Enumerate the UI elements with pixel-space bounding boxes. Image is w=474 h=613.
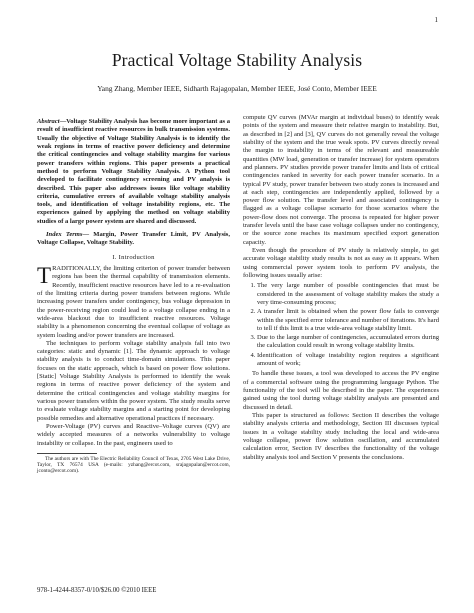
page-number: 1 xyxy=(434,16,438,24)
intro-paragraph-1-text: RADITIONALLY, the limiting criterion of power transfer between regions has been the thermal capability of transmission elements. Recently, insufficient reactive resources have led to a re-evaluation of the limiting criteria during power transfers between regions. While increasing power transfers under contingency, bus voltage depression in the power-receiving region could lead to a voltage collapse ending in a wide-area blackout due to insufficient reactive resources. Voltage stability is a phenomenon concerning the eventual collapse of voltage as system loading and/or power transfers are increased. xyxy=(37,265,230,339)
drop-cap: T xyxy=(37,263,52,288)
intro-paragraph-1 xyxy=(37,265,230,340)
section-heading-introduction: I. Introduction xyxy=(112,253,155,261)
issues-list xyxy=(243,282,439,368)
intro-paragraph-2: The techniques to perform voltage stability analysis fall into two categories: static and dynamic [1]. The dynamic approach to voltage stability analysis is to conduct time-domain simulations. This paper focuses on the static approach, which is based on power flow solutions. [Static] Voltage Stability Analysis is performed to identify the weak regions in terms of reactive power deficiency of the system and determine the critical contingencies and voltage stability margins for various power transfers within the power system. The study results serve to evaluate voltage stability margins and a starting point for developing possible remedies and alternative operational practices if necessary. xyxy=(37,339,230,422)
intro-paragraph-3: Power-Voltage (PV) curves and Reactive–Voltage curves (QV) are widely accepted measures of a networks vulnerability to voltage instability or collapse. In the past, engineers used to xyxy=(37,422,230,447)
issue-item: 2. A transfer limit is obtained when the power flow fails to converge within the specified error tolerance and number of iterations. It's hard to tell if this limit is a true wide-area voltage stability limit. xyxy=(257,308,439,333)
abstract-label: Abstract xyxy=(37,118,60,125)
index-terms-label: Index Terms xyxy=(46,231,83,239)
right-paragraph-3: To handle these issues, a tool was developed to access the PV engine of a commercial software using the programming language Python. The functionality of the tool will be described in the paper. The experiences gained using the tool during voltage stability analysis are presented and discussed in detail. xyxy=(243,370,439,411)
right-column xyxy=(243,114,439,462)
index-terms xyxy=(37,231,230,248)
issue-item: 3. Due to the large number of contingencies, accumulated errors during the calculation could result in wrong voltage stability limits. xyxy=(257,334,439,351)
index-terms-text: — Margin, Power Transfer Limit, PV Analysis, Voltage Collapse, Voltage Stability. xyxy=(37,231,230,247)
right-paragraph-4: This paper is structured as follows: Section II describes the voltage stability analysis criteria and methodology, Section III discusses typical issues in a voltage stability study including the local and wide-area voltage collapse, power flow solution oscillation, and accumulated calculation error, Section IV describes the functionality of the voltage stability analysis tool and Section V presents the conclusions. xyxy=(243,411,439,461)
right-paragraph-2: Even though the procedure of PV study is relatively simple, to get accurate voltage stability study results is not as easy as it appears. When using commercial power system tools to perform PV analysis, the following issues usually arise: xyxy=(243,247,439,279)
paper-title: Practical Voltage Stability Analysis xyxy=(111,50,363,70)
right-paragraph-1: compute QV curves (MVAr margin at individual buses) to identify weak points of the system and measure their relative margin to instability. But, as described in [2] and [3], QV curves do not generally reveal the voltage stability of the system and the true weak spots. PV curves directly reveal the margin to instability in terms of the relevant and measureable quantities (MW load, generation or transfer increase) for system operators and planners. PV studies provide power transfer limits and lists of critical contingencies ranked in severity for each power transfer scenario. In a typical PV study, power transfer between two study zones is increased and at each step, contingencies are independently applied, followed by a power flow solution. The transfer level and associated contingency is flagged as a voltage collapse scenario for those scenarios where the power-flow does not converge. The process is repeated for higher power transfer levels until the base case voltage collapses under no contingency, or the source zone reaches its maximum specified export generation capacity. xyxy=(243,114,439,246)
issue-item: 1. The very large number of possible contingencies that must be considered in the assessment of voltage stability makes the study a very time-consuming process; xyxy=(257,282,439,307)
left-column xyxy=(37,118,230,475)
issue-item: 4. Identification of voltage instability region requires a significant amount of work; xyxy=(257,352,439,369)
abstract xyxy=(37,118,230,226)
author-footnote: The authors are with The Electric Reliability Council of Texas, 2705 West Lake Drive, Taylor, TX 76574 USA (e-mails: yzhang@ercot.com, srajagopalan@ercot.com, jconto@ercot.com). xyxy=(37,455,230,475)
isbn-line: 978-1-4244-8357-0/10/$26.00 ©2010 IEEE xyxy=(37,587,157,594)
abstract-text: —Voltage Stability Analysis has become more important as a result of insufficient reactive resources in bulk transmission systems. Usually the objective of Voltage Stability Analysis is to identify the weak regions in terms of reactive power deficiency and determine the critical contingencies and voltage stability margins for various power transfers within regions. This paper presents a practical method to perform Voltage Stability Analysis. A Python tool developed to facilitate contingency screening and PV analysis is described. This paper also addresses issues like voltage stability criteria, cumulative errors of available voltage stability analysis tools, and identification of voltage instability regions, etc. The experiences gained by applying the method on voltage stability studies of a large power system are shared and discussed. xyxy=(37,118,230,225)
author-line: Yang Zhang, Member IEEE, Sidharth Rajagopalan, Member IEEE, José Conto, Member IEEE xyxy=(97,84,377,93)
footnote-divider xyxy=(37,453,97,454)
